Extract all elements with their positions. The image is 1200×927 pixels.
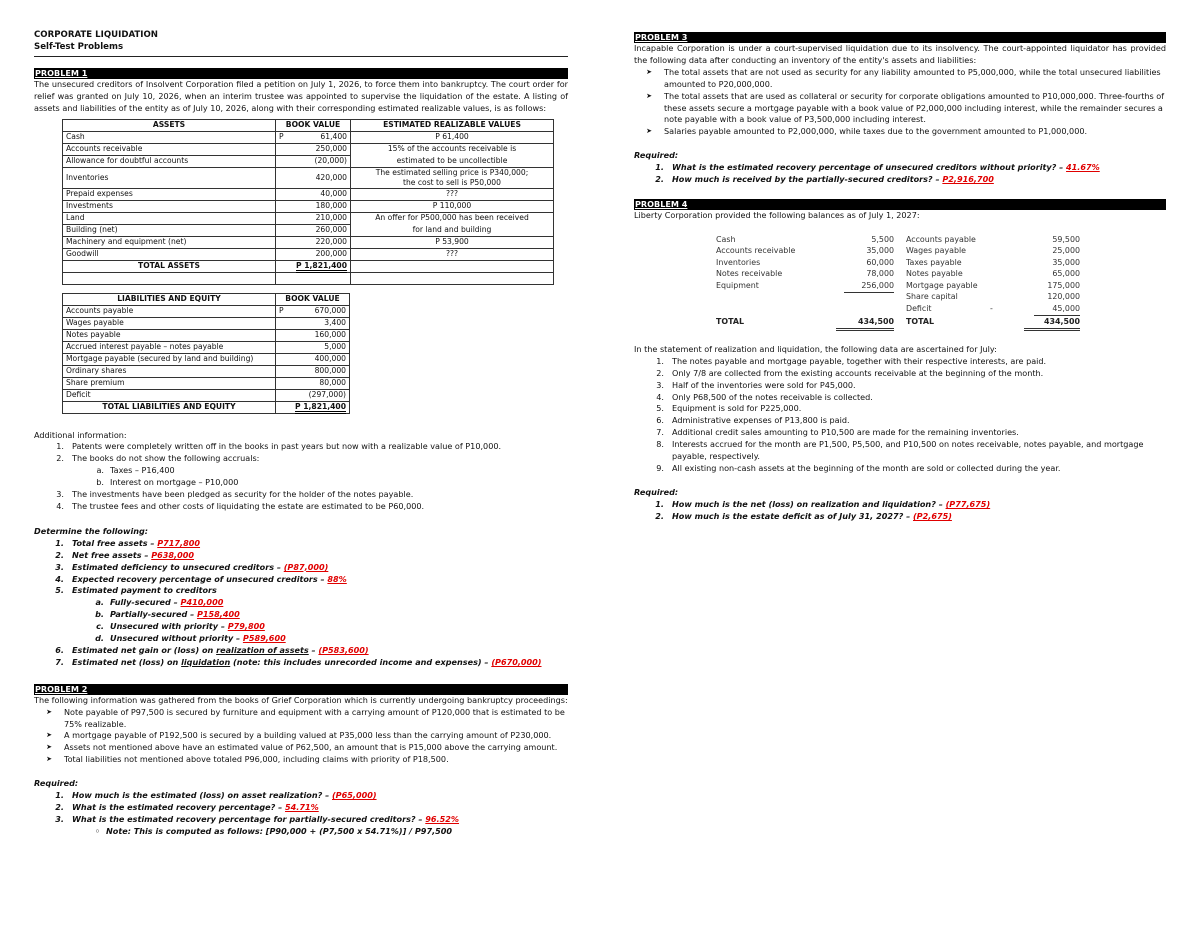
bullet-item: ➤ A mortgage payable of P192,500 is secured by a building valued at P35,000 less than the carrying amount of P230,000.	[34, 730, 568, 742]
liability-name: Deficit	[906, 303, 932, 313]
liability-value: 59,500	[1052, 234, 1080, 244]
problem-4-statement: In the statement of realization and liquidation, the following data are ascertained for July:	[634, 343, 997, 354]
problem-2-header: PROBLEM 2	[34, 684, 568, 695]
question-item: 1. How much is the estimated (loss) on asset realization? – (P65,000)	[55, 790, 377, 801]
question-item: 1. What is the estimated recovery percentage of unsecured creditors without priority? – 41.67%	[655, 162, 1100, 173]
list-item: 9. All existing non-cash assets at the beginning of the month are sold or collected during the year.	[656, 462, 1061, 473]
liability-value: 175,000	[1047, 280, 1080, 290]
question-subitem: a. Fully-secured – P410,000	[95, 597, 224, 608]
asset-value: 78,000	[866, 269, 894, 279]
arrow-bullet-icon: ➤	[46, 731, 52, 740]
liability-value: 25,000	[1052, 246, 1080, 256]
question-item: 3. Estimated deficiency to unsecured creditors – (P87,000)	[55, 561, 329, 572]
arrow-bullet-icon: ➤	[46, 707, 52, 716]
total-label-right: TOTAL	[906, 316, 934, 326]
liability-name: Taxes payable	[906, 257, 962, 267]
asset-value: 35,000	[866, 246, 894, 256]
asset-value: 5,500	[871, 234, 894, 244]
liability-name: Notes payable	[906, 269, 963, 279]
problem-4-header: PROBLEM 4	[634, 199, 1166, 210]
table-row: Cash P 61,400 P 61,400	[63, 131, 554, 143]
total-label: TOTAL	[716, 316, 744, 326]
list-item: 8. Interests accrued for the month are P1,500, P5,500, and P10,500 on notes receivable, notes payable, and mortgage payable, respectively.	[656, 439, 1144, 462]
list-item: 1. The notes payable and mortgage payable, together with their respective interests, are paid.	[656, 355, 1047, 366]
asset-name: Cash	[716, 234, 736, 244]
question-item: 1. How much is the net (loss) on realization and liquidation? – (P77,675)	[655, 498, 991, 509]
bullet-item: ➤ The total assets that are used as collateral or security for corporate obligations amounted to P10,000,000. Three-fourths of these assets secure a mortgage payable with a book value of P2,000,000 including interest, while the remainder secures a note payable with a book value of P3,500,000 including interest.	[634, 91, 1166, 127]
asset-name: Notes receivable	[716, 269, 783, 279]
table-row: Investments 180,000 P 110,000	[63, 200, 554, 212]
table-row: Mortgage payable (secured by land and building) 400,000	[63, 353, 350, 365]
asset-value: 60,000	[866, 257, 894, 267]
question-item: 3. What is the estimated recovery percentage for partially-secured creditors? – 96.52%	[55, 813, 460, 824]
table-row: Prepaid expenses 40,000 ???	[63, 188, 554, 200]
arrow-bullet-icon: ➤	[46, 755, 52, 764]
table-row: Allowance for doubtful accounts (20,000) estimated to be uncollectible	[63, 155, 554, 167]
question-item: 2. What is the estimated recovery percentage? – 54.71%	[55, 802, 319, 812]
table-row: Accounts receivable 250,000 15% of the accounts receivable is	[63, 143, 554, 155]
question-item: 2. How much is received by the partially-secured creditors? – P2,916,700	[655, 174, 994, 185]
table-row: Machinery and equipment (net) 220,000 P 53,900	[63, 236, 554, 248]
liability-name: Mortgage payable	[906, 280, 978, 290]
table-row: Wages payable 3,400	[63, 317, 350, 329]
right-column	[634, 30, 1166, 523]
table-row: Accrued interest payable – notes payable 5,000	[63, 341, 350, 353]
table-row: Ordinary shares 800,000	[63, 365, 350, 377]
table-row: Building (net) 260,000 for land and building	[63, 224, 554, 236]
liability-name: Wages payable	[906, 246, 967, 256]
question-item: 2. Net free assets – P638,000	[55, 549, 195, 560]
computation-note: ◦ Note: This is computed as follows: [P90,000 + (P7,500 x 54.71%)] / P97,500	[94, 825, 453, 836]
question-subitem: d. Unsecured without priority – P589,600	[95, 633, 286, 644]
table-row: Accounts payable P 670,000	[63, 305, 350, 317]
problem-4-required: Required:	[634, 486, 679, 497]
list-item: 5. Equipment is sold for P225,000.	[656, 403, 802, 414]
title-divider	[34, 56, 568, 57]
problem-1-header: PROBLEM 1	[34, 68, 568, 79]
list-item: b. Interest on mortgage – P10,000	[96, 477, 239, 488]
liabilities-header: LIABILITIES AND EQUITY	[63, 293, 276, 305]
problem-3-required: Required:	[634, 150, 679, 161]
liability-value: 35,000	[1052, 257, 1080, 267]
liability-name: Share capital	[906, 292, 958, 302]
question-item: 2. How much is the estate deficit as of July 31, 2027? – (P2,675)	[655, 510, 952, 521]
table-row: Deficit (297,000)	[63, 389, 350, 401]
asset-name: Equipment	[716, 280, 759, 290]
left-column	[34, 30, 568, 838]
total-liabilities-row: TOTAL LIABILITIES AND EQUITY P 1,821,400	[63, 401, 350, 413]
document-title: CORPORATE LIQUIDATION	[34, 30, 158, 40]
problem-1-liabilities-table	[62, 293, 350, 414]
realizable-values-header: ESTIMATED REALIZABLE VALUES	[351, 119, 554, 131]
question-item: 6. Estimated net gain or (loss) on realization of assets – (P583,600)	[55, 644, 369, 655]
spacer-row	[63, 272, 554, 284]
liability-name: Accounts payable	[906, 234, 976, 244]
list-item: 4. Only P68,500 of the notes receivable is collected.	[656, 391, 873, 402]
list-item: 7. Additional credit sales amounting to P10,500 are made for the remaining inventories.	[656, 427, 1019, 438]
total-assets-row: TOTAL ASSETS P 1,821,400	[63, 260, 554, 272]
list-item: 6. Administrative expenses of P13,800 is paid.	[656, 415, 850, 426]
table-row: Goodwill 200,000 ???	[63, 248, 554, 260]
problem-3-intro: Incapable Corporation is under a court-supervised liquidation due to its insolvency. The court-appointed liquidator has provided the following data after conducting an inventory of the entity's assets and liabilities:	[634, 43, 1166, 65]
bullet-item: ➤ Note payable of P97,500 is secured by furniture and equipment with a carrying amount of P120,000 that is estimated to be 75% realizable.	[34, 707, 568, 731]
problem-4-intro: Liberty Corporation provided the following balances as of July 1, 2027:	[634, 209, 920, 220]
liability-value: 120,000	[1047, 292, 1080, 302]
document-subtitle: Self-Test Problems	[34, 41, 124, 52]
question-item: 5. Estimated payment to creditors	[55, 585, 217, 596]
asset-name: Accounts receivable	[716, 246, 796, 256]
question-subitem: b. Partially-secured – P158,400	[95, 609, 240, 620]
total-liabilities-value: 434,500	[1024, 316, 1080, 331]
liability-value: 45,000	[1034, 303, 1080, 316]
question-item: 1. Total free assets – P717,800	[55, 537, 201, 548]
arrow-bullet-icon: ➤	[46, 743, 52, 752]
bullet-item: ➤ The total assets that are not used as security for any liability amounted to P5,000,000, while the total unsecured liabilities amounted to P20,000,000.	[634, 67, 1166, 91]
table-row: Notes payable 160,000	[63, 329, 350, 341]
assets-header: ASSETS	[63, 119, 276, 131]
bullet-item: ➤ Total liabilities not mentioned above totaled P96,000, including claims with priority of P18,500.	[34, 754, 568, 766]
list-item: 2. The books do not show the following accruals:	[56, 453, 260, 464]
question-subitem: c. Unsecured with priority – P79,800	[96, 621, 265, 632]
liberty-balance-sheet	[634, 234, 1166, 330]
liab-book-value-header: BOOK VALUE	[276, 293, 350, 305]
list-item: 4. The trustee fees and other costs of liquidating the estate are estimated to be P60,000.	[56, 500, 425, 511]
problem-2-required: Required:	[34, 778, 79, 789]
table-row: Share premium 80,000	[63, 377, 350, 389]
total-assets-value: 434,500	[836, 316, 894, 331]
table-row: Inventories 420,000 The estimated selling price is P340,000; the cost to sell is P50,000	[63, 167, 554, 188]
bullet-item: ➤ Assets not mentioned above have an estimated value of P62,500, an amount that is P15,000 above the carrying amount.	[34, 742, 568, 754]
problem-2-intro: The following information was gathered from the books of Grief Corporation which is currently undergoing bankruptcy proceedings:	[34, 694, 568, 705]
list-item: 3. Half of the inventories were sold for P45,000.	[656, 379, 856, 390]
liability-value: 65,000	[1052, 269, 1080, 279]
table-row: Land 210,000 An offer for P500,000 has been received	[63, 212, 554, 224]
additional-info-label: Additional information:	[34, 429, 127, 440]
list-item: 1. Patents were completely written off in the books in past years but now with a realizable value of P10,000.	[56, 441, 502, 452]
determine-heading: Determine the following:	[34, 525, 149, 536]
deficit-sign: -	[990, 303, 993, 313]
arrow-bullet-icon: ➤	[646, 91, 652, 100]
list-item: 3. The investments have been pledged as security for the holder of the notes payable.	[56, 489, 414, 500]
problem-1-intro: The unsecured creditors of Insolvent Corporation filed a petition on July 1, 2026, to force them into bankruptcy. The court order for relief was granted on July 10, 2026, when an interim trustee was appointed to supervise the liquidation of the estate. A listing of assets and liabilities of the entity as of July 10, 2026, along with their corresponding estimated realizable values, is as follows:	[34, 78, 568, 113]
question-item: 7. Estimated net (loss) on liquidation (note: this includes unrecorded income and expenses) – (P670,000)	[55, 656, 542, 667]
asset-value: 256,000	[844, 280, 894, 293]
arrow-bullet-icon: ➤	[646, 127, 652, 136]
problem-1-assets-table	[62, 119, 554, 285]
book-value-header: BOOK VALUE	[276, 119, 351, 131]
list-item: a. Taxes – P16,400	[96, 465, 175, 476]
question-item: 4. Expected recovery percentage of unsecured creditors – 88%	[55, 573, 347, 584]
bullet-item: ➤ Salaries payable amounted to P2,000,000, while taxes due to the government amounted to P1,000,000.	[634, 126, 1166, 138]
asset-name: Inventories	[716, 257, 761, 267]
arrow-bullet-icon: ➤	[646, 67, 652, 76]
problem-3-header: PROBLEM 3	[634, 32, 1166, 43]
list-item: 2. Only 7/8 are collected from the existing accounts receivable at the beginning of the month.	[656, 367, 1044, 378]
